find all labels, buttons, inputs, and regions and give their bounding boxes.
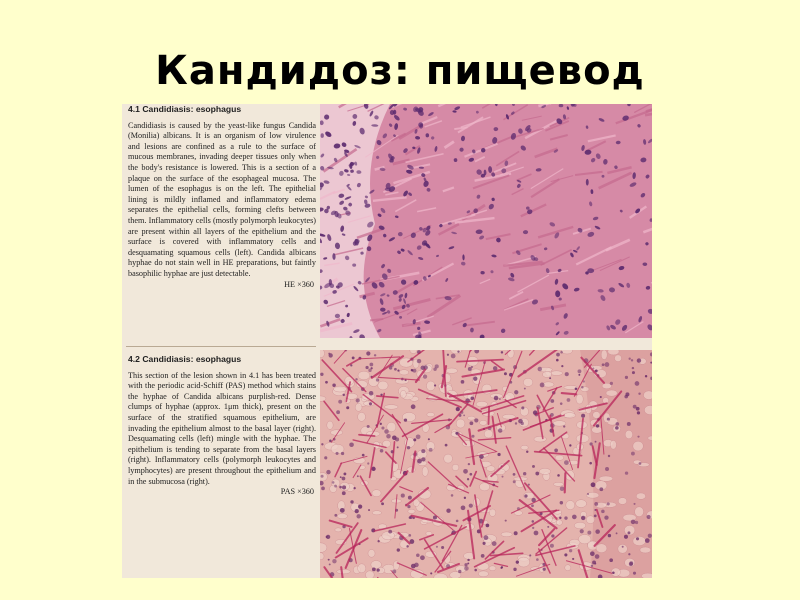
pas-micrograph xyxy=(320,350,652,578)
section-4-2-body xyxy=(128,371,316,498)
section-4-1-magnification: HE ×360 xyxy=(284,279,314,289)
slide-title: Кандидоз: пищевод xyxy=(155,48,645,94)
section-4-2-header: 4.2 Candidiasis: esophagus xyxy=(128,354,242,364)
section-4-1-text: Candidiasis is caused by the yeast-like fungus Candida (Monilia) albicans. It is an organism of low virulence and lesions are confined as a rule to the surface of mucous membranes, invading deeper tissues only when the body's resistance is lowered. This is a section of a plaque on the surface of the esophageal mucosa. The lumen of the esophagus is on the left. The epithelial lining is mildly inflamed and inflammatory edema separates the epithelial cells, forming clefts between them. Inflammatory cells (mostly polymorph leukocytes) are present within all layers of the epithelium and the surface is covered with inflammatory cells and desquamating squamous cells (left). Candida albicans hyphae do not stain well in HE preparations, but faintly basophilic hyphae are just detectable. xyxy=(128,120,316,278)
section-4-1 xyxy=(128,104,316,290)
he-micrograph xyxy=(320,104,652,338)
section-divider xyxy=(126,346,316,347)
section-4-1-body xyxy=(128,121,316,291)
section-4-2-magnification: PAS ×360 xyxy=(280,487,314,497)
section-4-2-text: This section of the lesion shown in 4.1 has been treated with the periodic acid-Schiff (PAS) method which stains the hyphae of Candida albicans purplish-red. Dense clumps of hyphae (approx. 1μm thick), present on the surface of the stratified squamous epithelium, are invading the epithelium almost to the basal layer (right). Desquamating cells (left) mingle with the hyphae. The epithelium is tending to separate from the basal layers (right). Inflammatory cells (polymorph leukocytes and lymphocytes) are present throughout the epithelium and in the submucosa (right). xyxy=(128,370,316,486)
textbook-page xyxy=(122,104,652,578)
section-4-2 xyxy=(128,354,316,498)
section-4-1-header: 4.1 Candidiasis: esophagus xyxy=(128,104,242,114)
pas-micrograph-image xyxy=(320,350,652,578)
he-micrograph-image xyxy=(320,104,652,338)
